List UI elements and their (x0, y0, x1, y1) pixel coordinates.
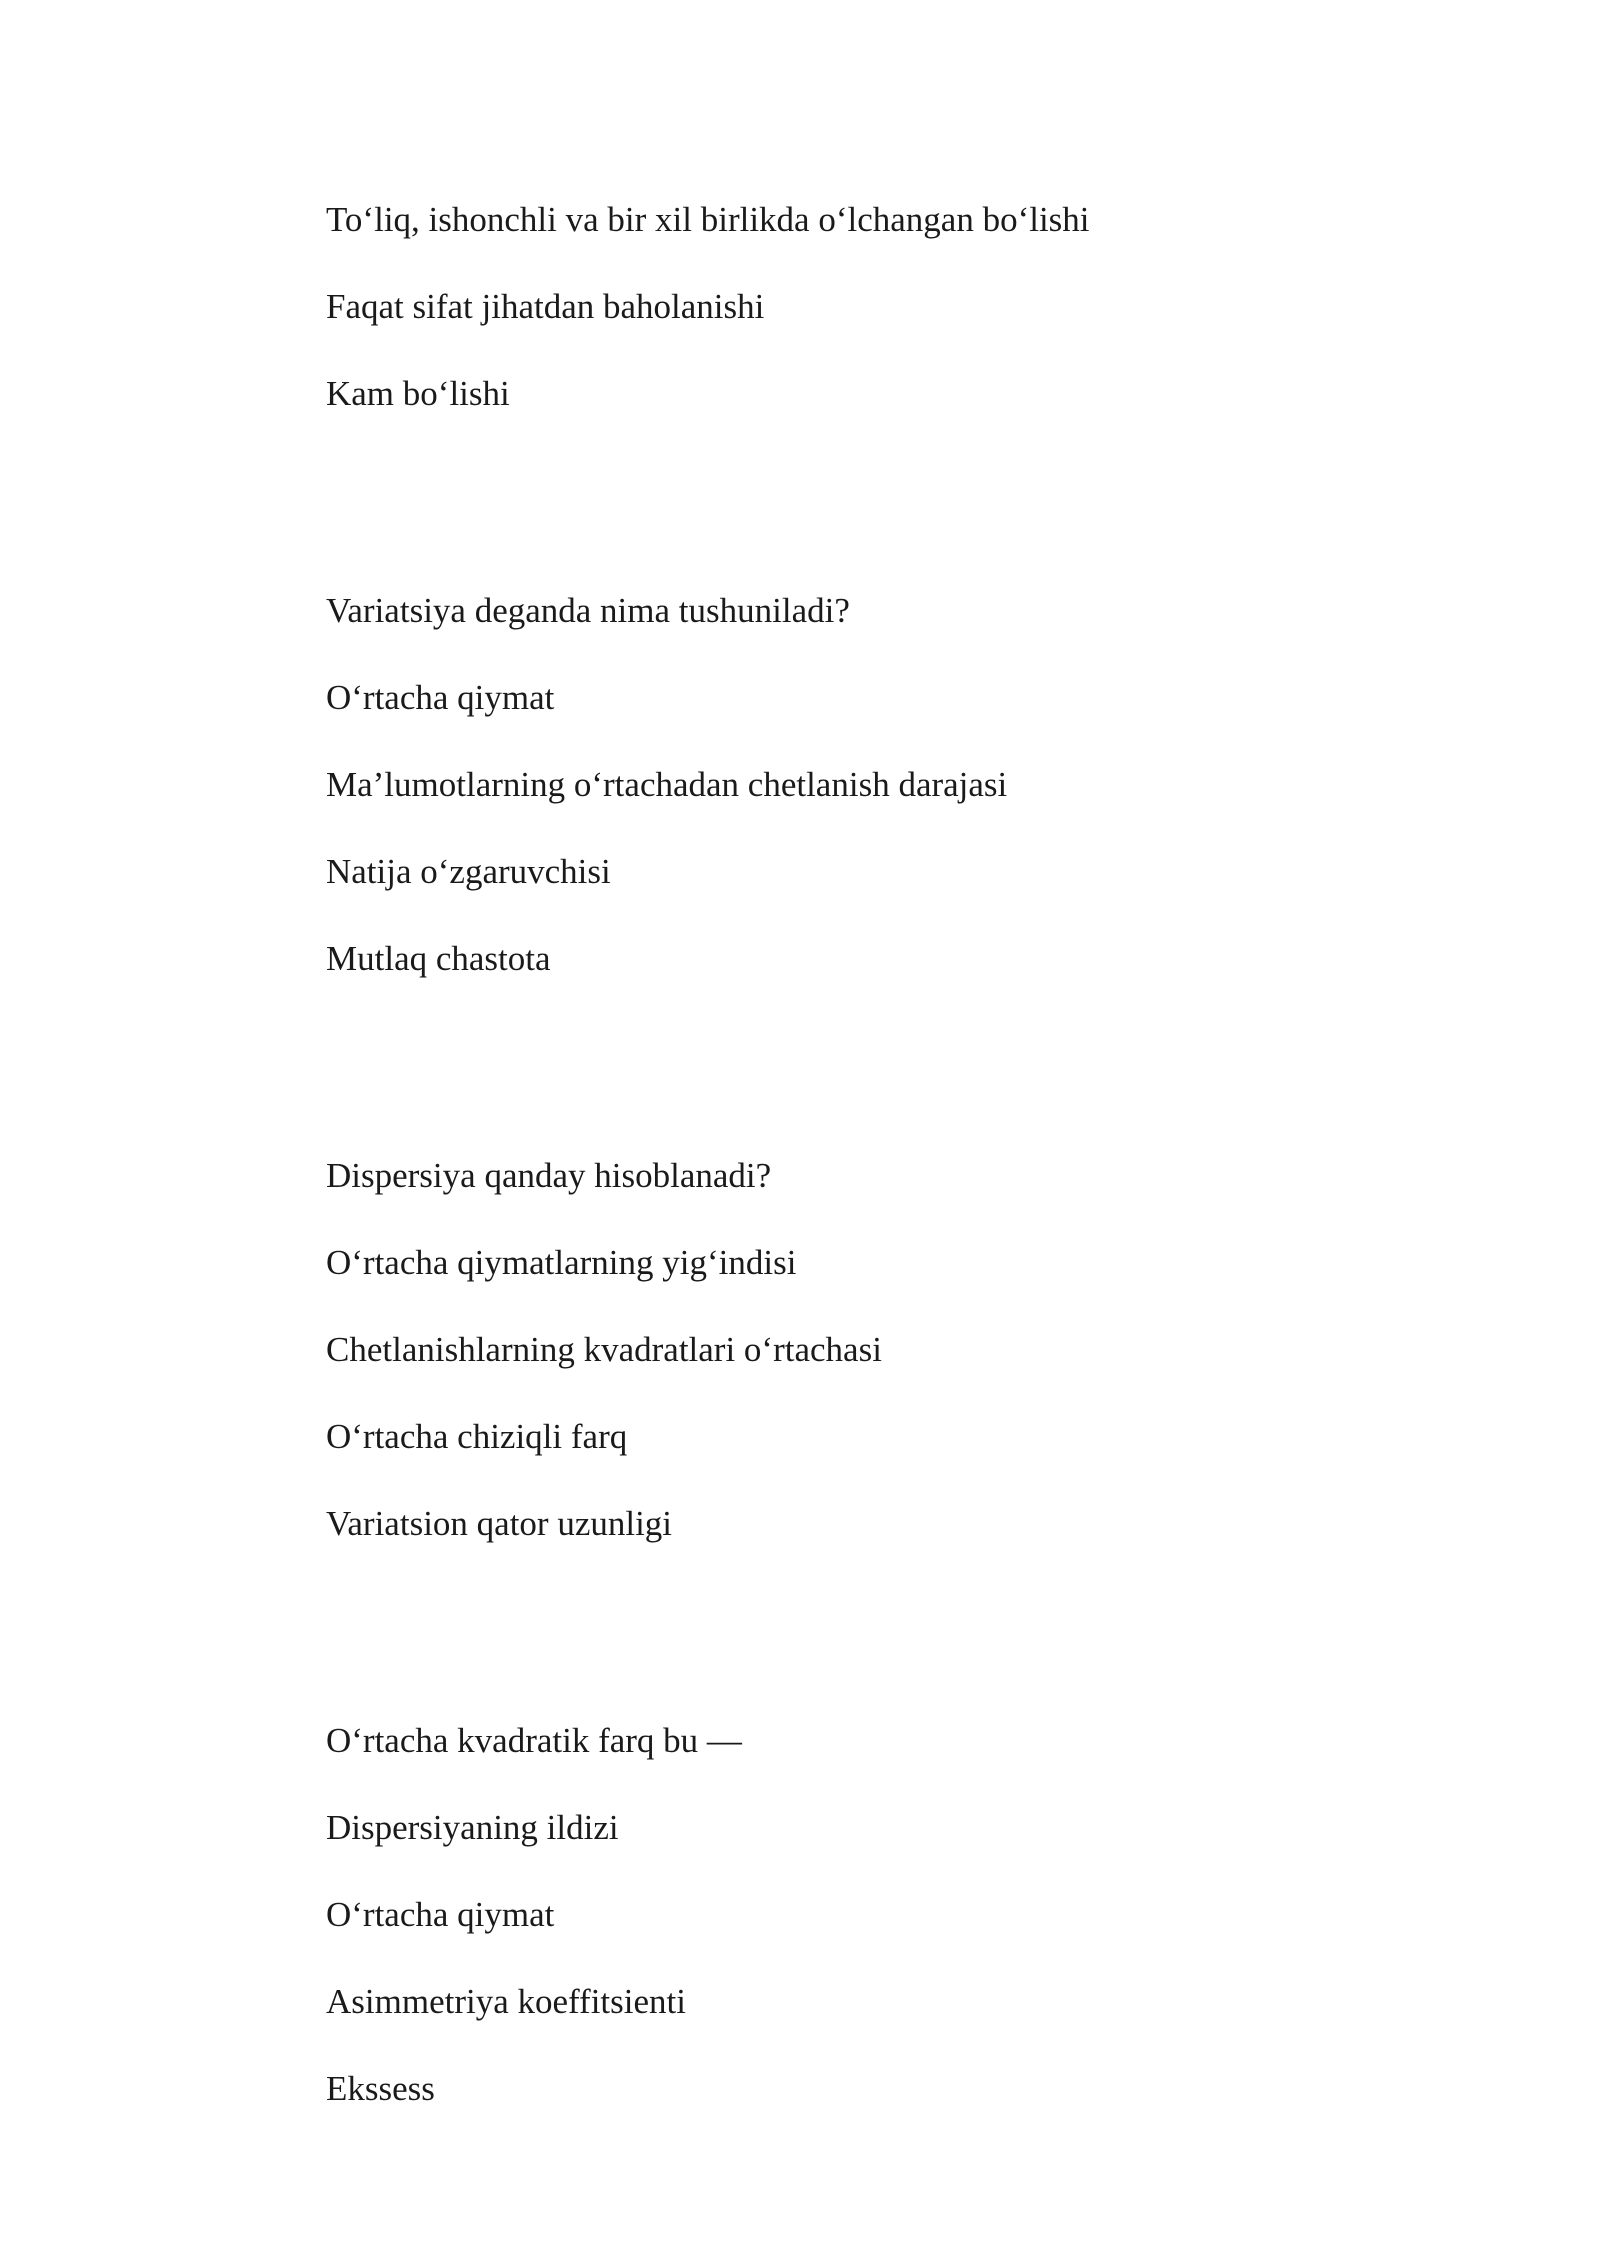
answer-option: O‘rtacha qiymat (326, 678, 555, 717)
answer-option: Ekssess (326, 2069, 435, 2108)
answer-option: Mutlaq chastota (326, 939, 551, 978)
answer-option: O‘rtacha chiziqli farq (326, 1417, 628, 1456)
answer-option: Ma’lumotlarning o‘rtachadan chetlanish darajasi (326, 765, 1008, 804)
answer-option: Faqat sifat jihatdan baholanishi (326, 287, 765, 326)
answer-option: Variatsion qator uzunligi (326, 1504, 673, 1543)
answer-option: Chetlanishlarning kvadratlari o‘rtachasi (326, 1330, 882, 1369)
question-text: Variatsiya deganda nima tushuniladi? (326, 591, 850, 630)
answer-option: O‘rtacha qiymat (326, 1895, 555, 1934)
question-text: O‘rtacha kvadratik farq bu — (326, 1721, 742, 1760)
answer-option: O‘rtacha qiymatlarning yig‘indisi (326, 1243, 797, 1282)
answer-option: Kam bo‘lishi (326, 374, 510, 413)
answer-option: To‘liq, ishonchli va bir xil birlikda o‘lchangan bo‘lishi (326, 200, 1090, 239)
question-text: Dispersiya qanday hisoblanadi? (326, 1156, 772, 1195)
answer-option: Natija o‘zgaruvchisi (326, 852, 611, 891)
answer-option: Asimmetriya koeffitsienti (326, 1982, 686, 2021)
answer-option: Dispersiyaning ildizi (326, 1808, 619, 1847)
